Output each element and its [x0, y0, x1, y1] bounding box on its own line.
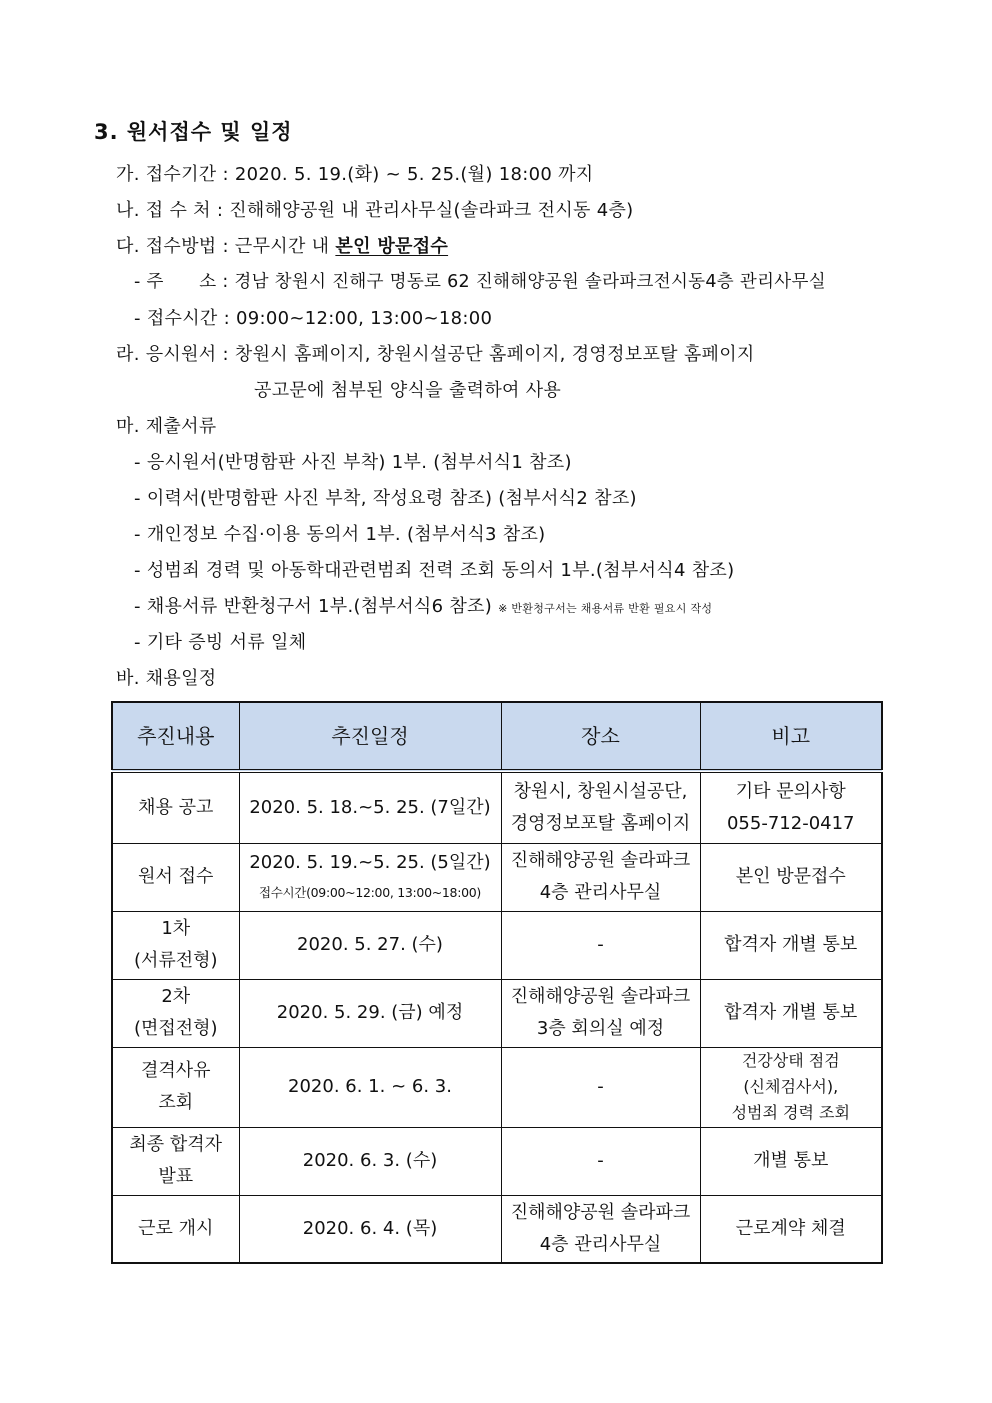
hours-line: - 접수시간 : 09:00~12:00, 13:00~18:00: [134, 308, 493, 329]
note-cell: 합격자 개별 통보: [700, 911, 882, 979]
schedule-table: [111, 701, 883, 1264]
place-cell: -: [501, 1047, 700, 1127]
docs-title: 마. 제출서류: [116, 416, 217, 437]
method-prefix: 다. 접수방법 : 근무시간 내: [116, 236, 336, 257]
table-row: [112, 1047, 882, 1127]
doc-item-3: - 개인정보 수집·이용 동의서 1부. (첨부서식3 참조): [134, 524, 546, 545]
doc-item-4: - 성범죄 경력 및 아동학대관련범죄 전력 조회 동의서 1부.(첨부서식4 참조): [134, 560, 735, 581]
place-cell: 진해해양공원 솔라파크 4층 관리사무실: [501, 1195, 700, 1263]
table-header-row: [112, 702, 882, 771]
date-cell: 2020. 6. 4. (목): [239, 1195, 501, 1263]
place-cell: 진해해양공원 솔라파크 4층 관리사무실: [501, 843, 700, 911]
form-line-2: 공고문에 첨부된 양식을 출력하여 사용: [254, 380, 562, 401]
address-line: - 주 소 : 경남 창원시 진해구 명동로 62 진해해양공원 솔라파크전시동4층 관리사무실: [134, 272, 826, 292]
header-task: 추진내용: [112, 702, 239, 771]
section-title: 3. 원서접수 및 일정: [94, 120, 293, 144]
place-cell: -: [501, 911, 700, 979]
task-cell: 채용 공고: [112, 771, 239, 843]
date-cell: 2020. 5. 29. (금) 예정: [239, 979, 501, 1047]
header-date: 추진일정: [239, 702, 501, 771]
date-cell: 2020. 5. 27. (수): [239, 911, 501, 979]
schedule-title: 바. 채용일정: [116, 668, 217, 689]
task-cell: 결격사유 조회: [112, 1047, 239, 1127]
task-cell: 근로 개시: [112, 1195, 239, 1263]
place-cell: -: [501, 1127, 700, 1195]
table-row: [112, 1195, 882, 1263]
table-row: [112, 843, 882, 911]
method-emphasis: 본인 방문접수: [335, 236, 449, 257]
table-row: [112, 911, 882, 979]
note-cell: 합격자 개별 통보: [700, 979, 882, 1047]
doc-item-5-note: ※ 반환청구서는 채용서류 반환 필요시 작성: [498, 602, 713, 615]
place-cell: 진해해양공원 솔라파크 3층 회의실 예정: [501, 979, 700, 1047]
table-row: [112, 979, 882, 1047]
note-cell: 개별 통보: [700, 1127, 882, 1195]
form-line-1: 라. 응시원서 : 창원시 홈페이지, 창원시설공단 홈페이지, 경영정보포탈 홈페이지: [116, 344, 755, 365]
doc-item-5-text: - 채용서류 반환청구서 1부.(첨부서식6 참조): [134, 596, 493, 617]
task-cell: 2차 (면접전형): [112, 979, 239, 1047]
task-cell: 최종 합격자 발표: [112, 1127, 239, 1195]
table-row: [112, 1127, 882, 1195]
doc-item-1: - 응시원서(반명함판 사진 부착) 1부. (첨부서식1 참조): [134, 452, 572, 473]
task-cell: 원서 접수: [112, 843, 239, 911]
note-cell: 기타 문의사항 055-712-0417: [700, 771, 882, 843]
method-line: [116, 232, 448, 258]
date-cell: 2020. 5. 19.~5. 25. (5일간) 접수시간(09:00~12:00, 13:00~18:00): [239, 843, 501, 911]
doc-item-2: - 이력서(반명함판 사진 부착, 작성요령 참조) (첨부서식2 참조): [134, 488, 637, 509]
date-cell: 2020. 5. 18.~5. 25. (7일간): [239, 771, 501, 843]
doc-item-6: - 기타 증빙 서류 일체: [134, 632, 307, 653]
task-cell: 1차 (서류전형): [112, 911, 239, 979]
place-line: 나. 접 수 처 : 진해해양공원 내 관리사무실(솔라파크 전시동 4층): [116, 200, 634, 221]
period-line: 가. 접수기간 : 2020. 5. 19.(화) ~ 5. 25.(월) 18:00 까지: [116, 164, 594, 185]
place-cell: 창원시, 창원시설공단, 경영정보포탈 홈페이지: [501, 771, 700, 843]
header-place: 장소: [501, 702, 700, 771]
note-cell: 본인 방문접수: [700, 843, 882, 911]
table-row: [112, 771, 882, 843]
note-cell: 건강상태 점검 (신체검사서), 성범죄 경력 조회: [700, 1047, 882, 1127]
header-note: 비고: [700, 702, 882, 771]
date-cell: 2020. 6. 3. (수): [239, 1127, 501, 1195]
doc-item-5: [134, 592, 712, 618]
note-cell: 근로계약 체결: [700, 1195, 882, 1263]
date-cell: 2020. 6. 1. ~ 6. 3.: [239, 1047, 501, 1127]
